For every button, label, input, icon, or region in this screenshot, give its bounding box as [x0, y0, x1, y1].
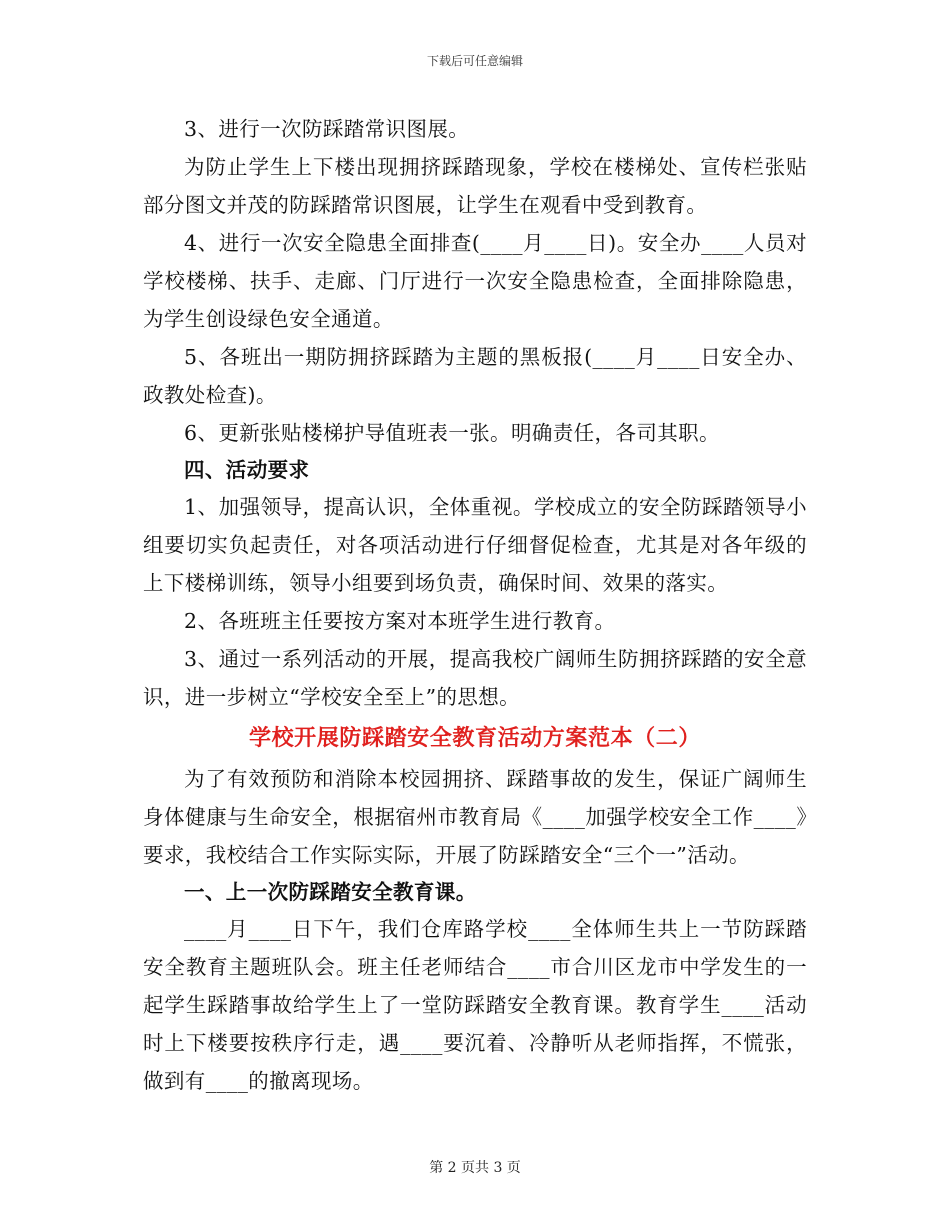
paragraph-requirement-3: 3、通过一系列活动的开展，提高我校广阔师生防拥挤踩踏的安全意识，进一步树立“学校安全至上”的思想。	[143, 647, 807, 709]
document-body	[143, 110, 807, 1100]
paragraph-item-4: 4、进行一次安全隐患全面排查(____月____日)。安全办____人员对学校楼梯、扶手、走廊、门厅进行一次安全隐患检查，全面排除隐患，为学生创设绿色安全通道。	[143, 231, 807, 331]
paragraph-item-3: 3、进行一次防踩踏常识图展。	[184, 117, 470, 141]
paragraph-intro: 为了有效预防和消除本校园拥挤、踩踏事故的发生，保证广阔师生身体健康与生命安全，根据宿州市教育局《____加强学校安全工作____》要求，我校结合工作实际实际，开展了防踩踏安全“三个一”活动。	[143, 767, 807, 867]
paragraph-item-6: 6、更新张贴楼梯护导值班表一张。明确责任，各司其职。	[184, 421, 720, 445]
section-heading-lesson: 一、上一次防踩踏安全教育课。	[184, 880, 477, 904]
paragraph-lesson-detail: ____月____日下午，我们仓库路学校____全体师生共上一节防踩踏安全教育主题班队会。班主任老师结合____市合川区龙市中学发生的一起学生踩踏事故给学生上了一堂防踩踏安全教育课。教育学生____活动时上下楼要按秩序行走，遇____要沉着、冷静听从老师指挥，不慌张，做到有____的撤离现场。	[143, 917, 807, 1093]
paragraph-poster-description: 为防止学生上下楼出现拥挤踩踏现象，学校在楼梯处、宣传栏张贴部分图文并茂的防踩踏常识图展，让学生在观看中受到教育。	[143, 155, 807, 217]
paragraph-requirement-1: 1、加强领导，提高认识，全体重视。学校成立的安全防踩踏领导小组要切实负起责任，对各项活动进行仔细督促检查，尤其是对各年级的上下楼梯训练，领导小组要到场负责，确保时间、效果的落实。	[143, 495, 807, 595]
paragraph-requirement-2: 2、各班班主任要按方案对本班学生进行教育。	[184, 609, 616, 633]
page-footer: 第 2 页共 3 页	[429, 1160, 521, 1176]
document-title-part-2: 学校开展防踩踏安全教育活动方案范本（二）	[248, 725, 701, 751]
section-heading-requirements: 四、活动要求	[184, 458, 310, 482]
paragraph-item-5: 5、各班出一期防拥挤踩踏为主题的黑板报(____月____日安全办、政教处检查)。	[143, 345, 807, 407]
page-header: 下载后可任意编辑	[426, 54, 523, 68]
